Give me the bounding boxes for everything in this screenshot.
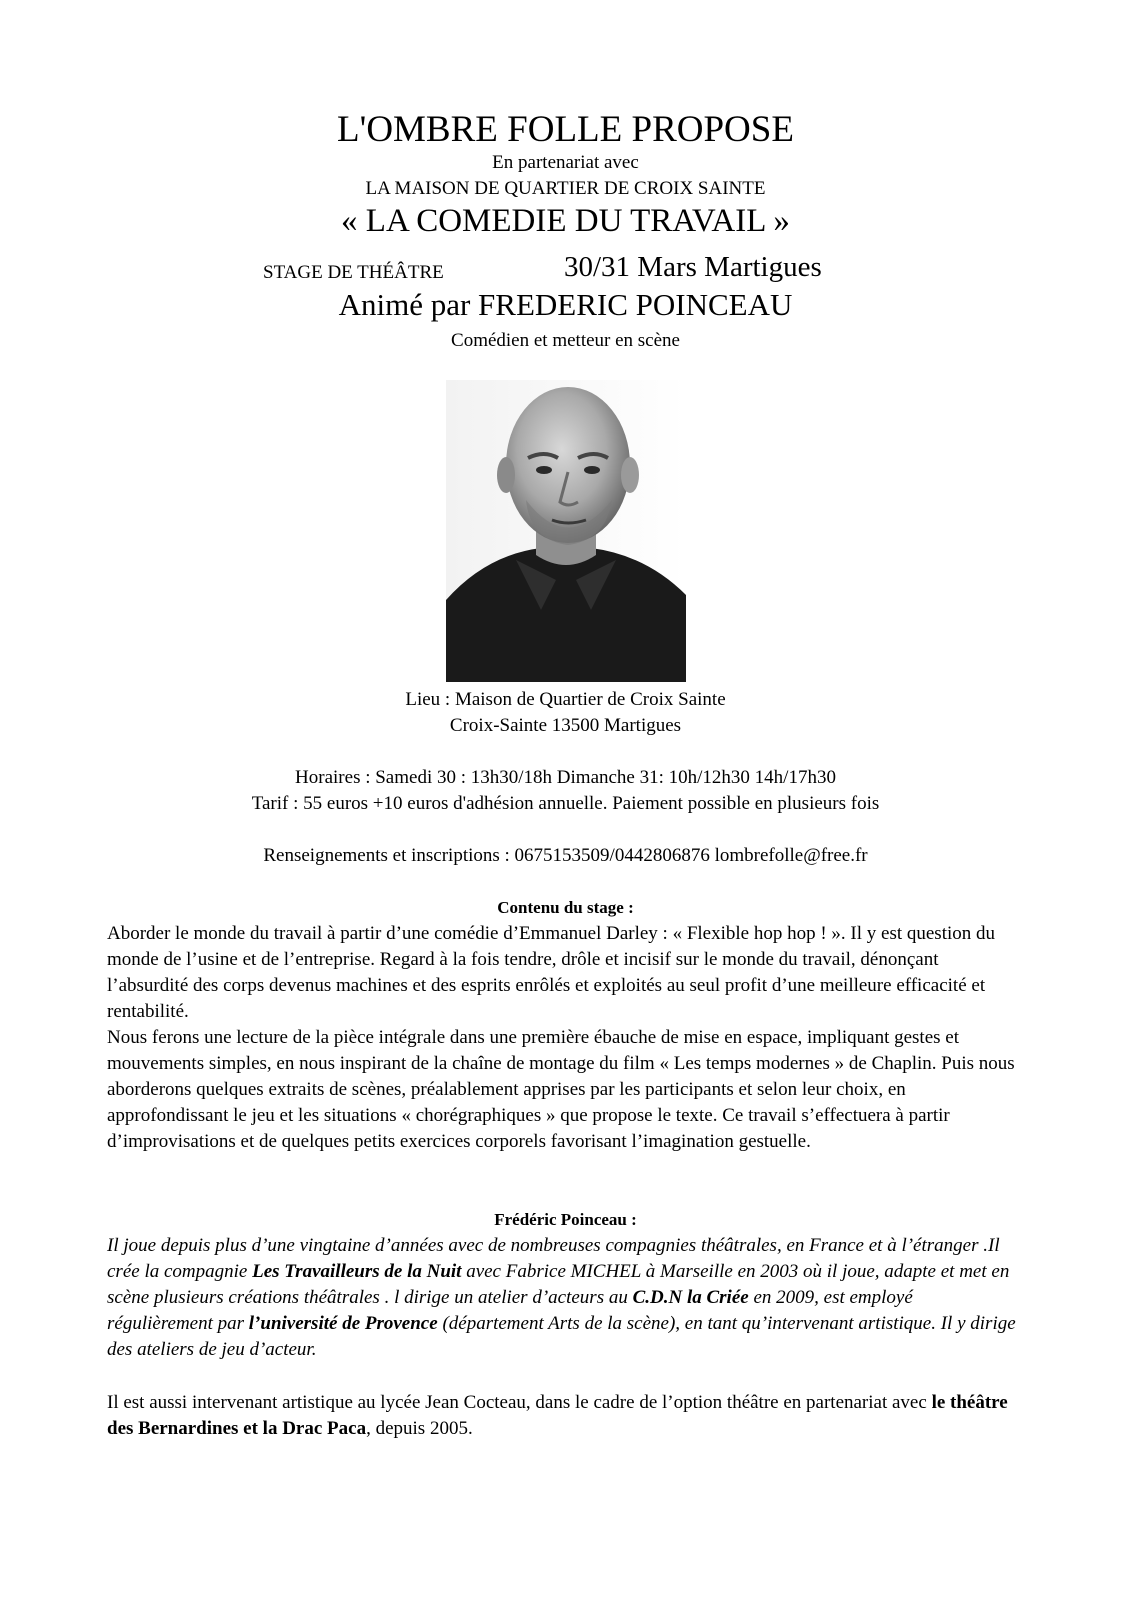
bio-university: l’université de Provence [248,1313,438,1334]
content-paragraph-1: Aborder le monde du travail à partir d’une comédie d’Emmanuel Darley : « Flexible hop hop ! ». Il y est question du monde de l’usine et de l’entreprise. Regard à la fois tendre, drôle et incisif sur le monde du travail, dénonçant l’absurdité des corps devenus machines et des esprits enrôlés et exploités au seul profit d’une meilleure efficacité et rentabilité. [107,923,996,1022]
content-text [107,921,1023,1155]
bio-theatre: C.D.N la Criée [632,1287,749,1308]
bio-heading: Frédéric Poinceau : [494,1210,637,1229]
bio-paragraph-2 [107,1390,1023,1442]
partnership-line: En partenariat avec [492,152,639,173]
bio-text: Il est aussi intervenant artistique au lycée Jean Cocteau, dans le cadre de l’option théâtre en partenariat avec [107,1392,932,1413]
date-place: 30/31 Mars Martigues [564,251,822,283]
partner-name: LA MAISON DE QUARTIER DE CROIX SAINTE [365,178,766,199]
contact-line: Renseignements et inscriptions : 0675153509/0442806876 lombrefolle@free.fr [263,845,868,866]
bio-company: Les Travailleurs de la Nuit [252,1261,462,1282]
venue-address: Croix-Sainte 13500 Martigues [449,715,682,736]
stage-label: STAGE DE THÉÂTRE [263,262,444,283]
animator-role: Comédien et metteur en scène [451,330,680,351]
schedule-line: Horaires : Samedi 30 : 13h30/18h Dimanche 31: 10h/12h30 14h/17h30 [295,767,836,788]
animator-line: Animé par FREDERIC POINCEAU [338,287,793,322]
venue-line: Lieu : Maison de Quartier de Croix Sainte [405,689,726,710]
bio-text: en 2009, est employé régulièrement par [107,1287,913,1334]
content-paragraph-2: Nous ferons une lecture de la pièce intégrale dans une première ébauche de mise en espace, impliquant gestes et mouvements simples, en nous inspirant de la chaîne de montage du film « Les temps modernes » de Chaplin. Puis nous aborderons quelques extraits de scènes, préalablement apprises par les participants et selon leur choix, en approfondissant le jeu et les situations « chorégraphiques » que propose le texte. Ce travail s’effectuera à partir d’improvisations et de quelques petits exercices corporels favorisant l’imagination gestuelle. [107,1027,1015,1152]
portrait-photo [446,380,686,682]
bio-text: , depuis 2005. [366,1418,473,1439]
bio-partners: le théâtre des Bernardines et la Drac Paca [107,1392,1008,1439]
bio-text: avec Fabrice MICHEL à Marseille en 2003 où il joue, adapte et met en scène plusieurs créations théâtrales . l dirige un atelier d’acteurs au [107,1261,1010,1308]
play-title: « LA COMEDIE DU TRAVAIL » [341,203,790,239]
bio-text: (département Arts de la scène), en tant qu’intervenant artistique. Il y dirige des ateliers de jeu d’acteur. [107,1313,1016,1360]
bio-text: Il joue depuis plus d’une vingtaine d’années avec de nombreuses compagnies théâtrales, en France et à l’étranger .Il crée la compagnie [107,1235,1000,1282]
poster-title: L'OMBRE FOLLE PROPOSE [337,109,794,150]
content-heading: Contenu du stage : [497,898,634,917]
price-line: Tarif : 55 euros +10 euros d'adhésion annuelle. Paiement possible en plusieurs fois [251,793,880,814]
bio-paragraph-1 [107,1233,1023,1363]
